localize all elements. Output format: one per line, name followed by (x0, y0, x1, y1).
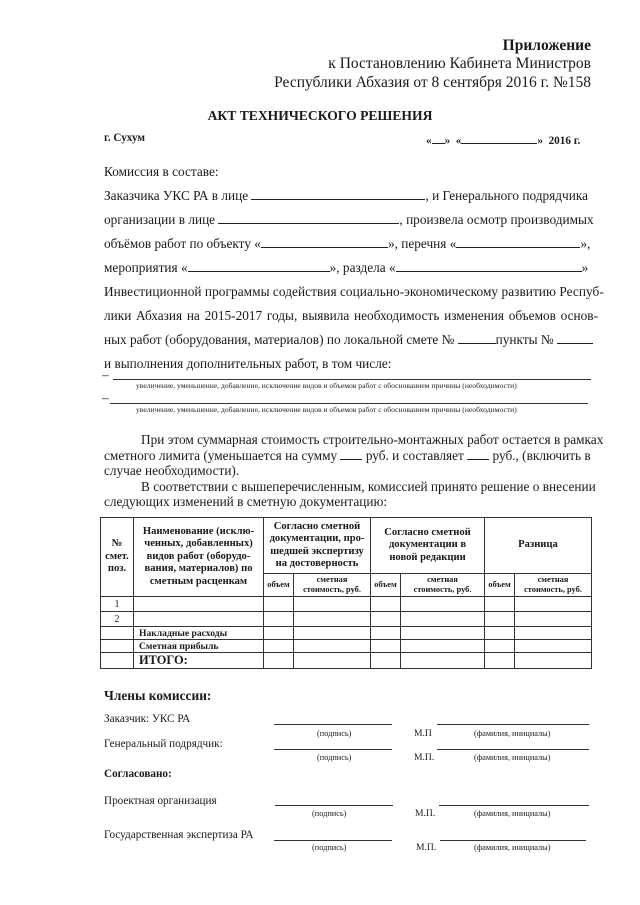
design-org-signature-line[interactable] (275, 805, 393, 806)
total-prefix: руб. и составляет (365, 448, 464, 463)
row-name-overhead: Накладные расходы (134, 627, 264, 640)
subheader-cost (294, 574, 371, 597)
summary-line-1: При этом суммарная стоимость строительно-монтажных работ остается в рамках (141, 432, 604, 447)
cell[interactable] (294, 612, 371, 627)
cell[interactable] (485, 612, 515, 627)
include-note: руб., (включить в (492, 448, 591, 463)
header-text: новой редакции (389, 551, 466, 563)
intro-line-8: и выполнения дополнительных работ, в том числе: (104, 356, 392, 371)
state-expertise-label: Государственная экспертиза РА (104, 829, 254, 841)
cell[interactable] (401, 612, 485, 627)
table-row (101, 597, 592, 612)
change-caption-2: увеличение, уменьшение, добавление, исключение видов и объемов работ с обоснованием причины (необходимости) (136, 405, 517, 414)
estimate-prefix: ных работ (оборудования, материалов) по локальной смете № (104, 332, 455, 347)
state-expertise-name-caption: (фамилия, инициалы) (474, 843, 551, 852)
contractor-prefix: , и Генерального подрядчика (425, 188, 589, 203)
estimate-changes-table (100, 517, 592, 669)
appendix-reference: к Постановлению Кабинета Министров (328, 55, 591, 72)
state-expertise-signature-line[interactable] (274, 840, 392, 841)
header-text: сметная (537, 575, 569, 584)
intro-line-7 (104, 332, 593, 348)
header-text: сметным расценкам (149, 575, 248, 587)
items-number-blank[interactable] (557, 332, 593, 344)
header-text: Наименование (исклю- (142, 525, 255, 537)
header-text: ченных, добавленных) (144, 538, 253, 550)
summary-line-3: случае необходимости). (104, 463, 240, 478)
cell[interactable] (515, 597, 592, 612)
header-text: шедшей экспертизу (270, 545, 364, 557)
appendix-title: Приложение (502, 37, 591, 54)
cell[interactable] (485, 640, 515, 653)
city-label: г. Сухум (104, 132, 146, 144)
cell[interactable] (264, 612, 294, 627)
cell[interactable] (401, 627, 485, 640)
row-number (101, 653, 134, 669)
cell[interactable] (401, 653, 485, 669)
date-quote-open2: « (455, 135, 462, 147)
customer-signature-line[interactable] (274, 724, 392, 725)
customer-name-caption: (фамилия, инициалы) (474, 729, 551, 738)
cell[interactable] (515, 612, 592, 627)
cell[interactable] (294, 627, 371, 640)
header-text: сметная (427, 575, 458, 584)
list-suffix: », (580, 236, 591, 251)
cell[interactable] (294, 640, 371, 653)
header-text: стоимость, руб. (524, 585, 582, 594)
header-text: стоимость, руб. (413, 585, 472, 594)
cell[interactable] (371, 597, 401, 612)
design-org-name-caption: (фамилия, инициалы) (474, 809, 551, 818)
cell[interactable] (264, 627, 294, 640)
cell[interactable] (485, 653, 515, 669)
cell[interactable] (371, 640, 401, 653)
row-name-profit: Сметная прибыль (134, 640, 264, 653)
cell[interactable] (515, 653, 592, 669)
table-row (101, 612, 592, 627)
cell[interactable] (371, 612, 401, 627)
subheader-volume: объем (371, 574, 401, 597)
row-name-cell[interactable] (134, 612, 264, 627)
row-number (101, 627, 134, 640)
change-line-1[interactable] (113, 379, 591, 380)
row-name-cell[interactable] (134, 597, 264, 612)
design-org-stamp-label: М.П. (415, 808, 436, 819)
row-name-total: ИТОГО: (134, 653, 264, 669)
cell[interactable] (264, 597, 294, 612)
agreed-title: Согласовано: (104, 768, 172, 780)
table-row-profit (101, 640, 592, 653)
section-blank[interactable] (396, 260, 582, 272)
list-prefix: », перечня « (387, 236, 457, 251)
header-text: Согласно сметной (384, 526, 471, 538)
contractor-signature-caption: (подпись) (317, 753, 352, 762)
subheader-cost (401, 574, 485, 597)
change-line-2[interactable] (110, 403, 588, 404)
estimate-number-blank[interactable] (458, 332, 496, 344)
cell[interactable] (515, 640, 592, 653)
change-dash-1: – (102, 367, 109, 382)
month-blank[interactable] (461, 132, 537, 144)
customer-name-line[interactable] (437, 724, 589, 725)
date-quote-close2: » (537, 135, 543, 147)
row-number (101, 640, 134, 653)
design-org-name-line[interactable] (439, 805, 589, 806)
customer-representative-blank[interactable] (251, 188, 425, 200)
design-org-label: Проектная организация (104, 795, 217, 807)
header-text: поз. (107, 563, 127, 575)
cell[interactable] (294, 653, 371, 669)
appendix-resolution: Республики Абхазия от 8 сентября 2016 г. №158 (274, 74, 591, 91)
intro-line-5: Инвестиционной программы содействия социально-экономическому развитию Респуб- (104, 284, 604, 299)
commission-label: Комиссия в составе: (104, 164, 219, 179)
cell[interactable] (401, 597, 485, 612)
object-blank[interactable] (261, 236, 388, 248)
cell[interactable] (515, 627, 592, 640)
cell[interactable] (485, 627, 515, 640)
row-number: 2 (101, 612, 134, 627)
object-prefix: объёмов работ по объекту « (104, 236, 261, 251)
header-text: смет. (105, 550, 129, 562)
total-amount-blank[interactable] (467, 448, 489, 460)
header-text: видов работ (оборудо- (146, 550, 251, 562)
state-expertise-signature-caption: (подпись) (312, 843, 347, 852)
contractor-name-line[interactable] (437, 749, 589, 750)
cell[interactable] (371, 627, 401, 640)
contractor-label: Генеральный подрядчик: (104, 738, 223, 750)
intro-line-4 (104, 260, 588, 276)
decision-line-1: В соответствии с вышеперечисленным, комиссией принято решение о внесении (141, 479, 596, 494)
day-blank[interactable] (432, 132, 445, 144)
table-header-row (101, 518, 592, 574)
members-title: Члены комиссии: (104, 688, 212, 703)
customer-label: Заказчик: УКС РА (104, 713, 191, 725)
header-text: Согласно сметной (273, 520, 361, 532)
date-field[interactable] (426, 132, 580, 147)
customer-prefix: Заказчика УКС РА в лице (104, 188, 249, 203)
decision-line-2: следующих изменений в сметную документацию: (104, 494, 388, 509)
cell[interactable] (264, 640, 294, 653)
inspection-text: , произвела осмотр производимых (399, 212, 594, 227)
intro-line-2 (104, 212, 594, 228)
contractor-signature-line[interactable] (274, 749, 392, 750)
header-text: документации в (388, 539, 467, 551)
cell[interactable] (294, 597, 371, 612)
list-blank[interactable] (456, 236, 580, 248)
customer-stamp-label: М.П (414, 728, 432, 739)
section-suffix: » (581, 260, 589, 275)
header-group-difference: Разница (485, 518, 592, 574)
header-group-new-estimate (371, 518, 485, 574)
subheader-volume: объем (485, 574, 515, 597)
header-text: вания, материалов) по (144, 563, 253, 575)
design-org-signature-caption: (подпись) (312, 809, 347, 818)
state-expertise-name-line[interactable] (440, 840, 586, 841)
intro-line-1 (104, 188, 588, 204)
customer-signature-caption: (подпись) (317, 729, 352, 738)
table-row-total (101, 653, 592, 669)
contractor-name-caption: (фамилия, инициалы) (474, 753, 551, 762)
header-text: № (111, 538, 123, 550)
intro-line-6: лики Абхазия на 2015-2017 годы, выявила необходимость изменения объемов основ- (104, 308, 598, 323)
section-prefix: », раздела « (329, 260, 396, 275)
organization-prefix: организации в лице (104, 212, 216, 227)
row-number: 1 (101, 597, 134, 612)
header-position-number (101, 518, 134, 597)
cell[interactable] (371, 653, 401, 669)
change-dash-2: – (102, 390, 109, 405)
change-caption-1: увеличение, уменьшение, добавление, исключение видов и объемов работ с обоснованием причины (необходимости) (136, 381, 517, 390)
header-text: стоимость, руб. (303, 585, 361, 594)
subheader-cost (515, 574, 592, 597)
decrease-prefix: сметного лимита (уменьшается на сумму (104, 448, 338, 463)
header-text: документации, про- (269, 533, 365, 545)
decrease-amount-blank[interactable] (340, 448, 362, 460)
header-work-name (134, 518, 264, 597)
cell[interactable] (401, 640, 485, 653)
header-text: на достоверность (275, 557, 359, 569)
year-label: 2016 г. (548, 135, 581, 147)
contractor-stamp-label: М.П. (414, 752, 435, 763)
subheader-volume: объем (264, 574, 294, 597)
header-text: сметная (316, 575, 348, 584)
cell[interactable] (485, 597, 515, 612)
table-row-overhead (101, 627, 592, 640)
document-title: АКТ ТЕХНИЧЕСКОГО РЕШЕНИЯ (207, 108, 433, 123)
header-group-approved-estimate (264, 518, 371, 574)
event-prefix: мероприятия « (104, 260, 188, 275)
cell[interactable] (264, 653, 294, 669)
contractor-representative-blank[interactable] (218, 212, 399, 224)
summary-line-2 (104, 448, 591, 464)
items-prefix: пункты № (495, 332, 554, 347)
date-quote-open: « (426, 135, 432, 147)
intro-line-3 (104, 236, 590, 252)
event-blank[interactable] (188, 260, 330, 272)
date-quote-close: » (444, 135, 451, 147)
state-expertise-stamp-label: М.П. (416, 842, 437, 853)
